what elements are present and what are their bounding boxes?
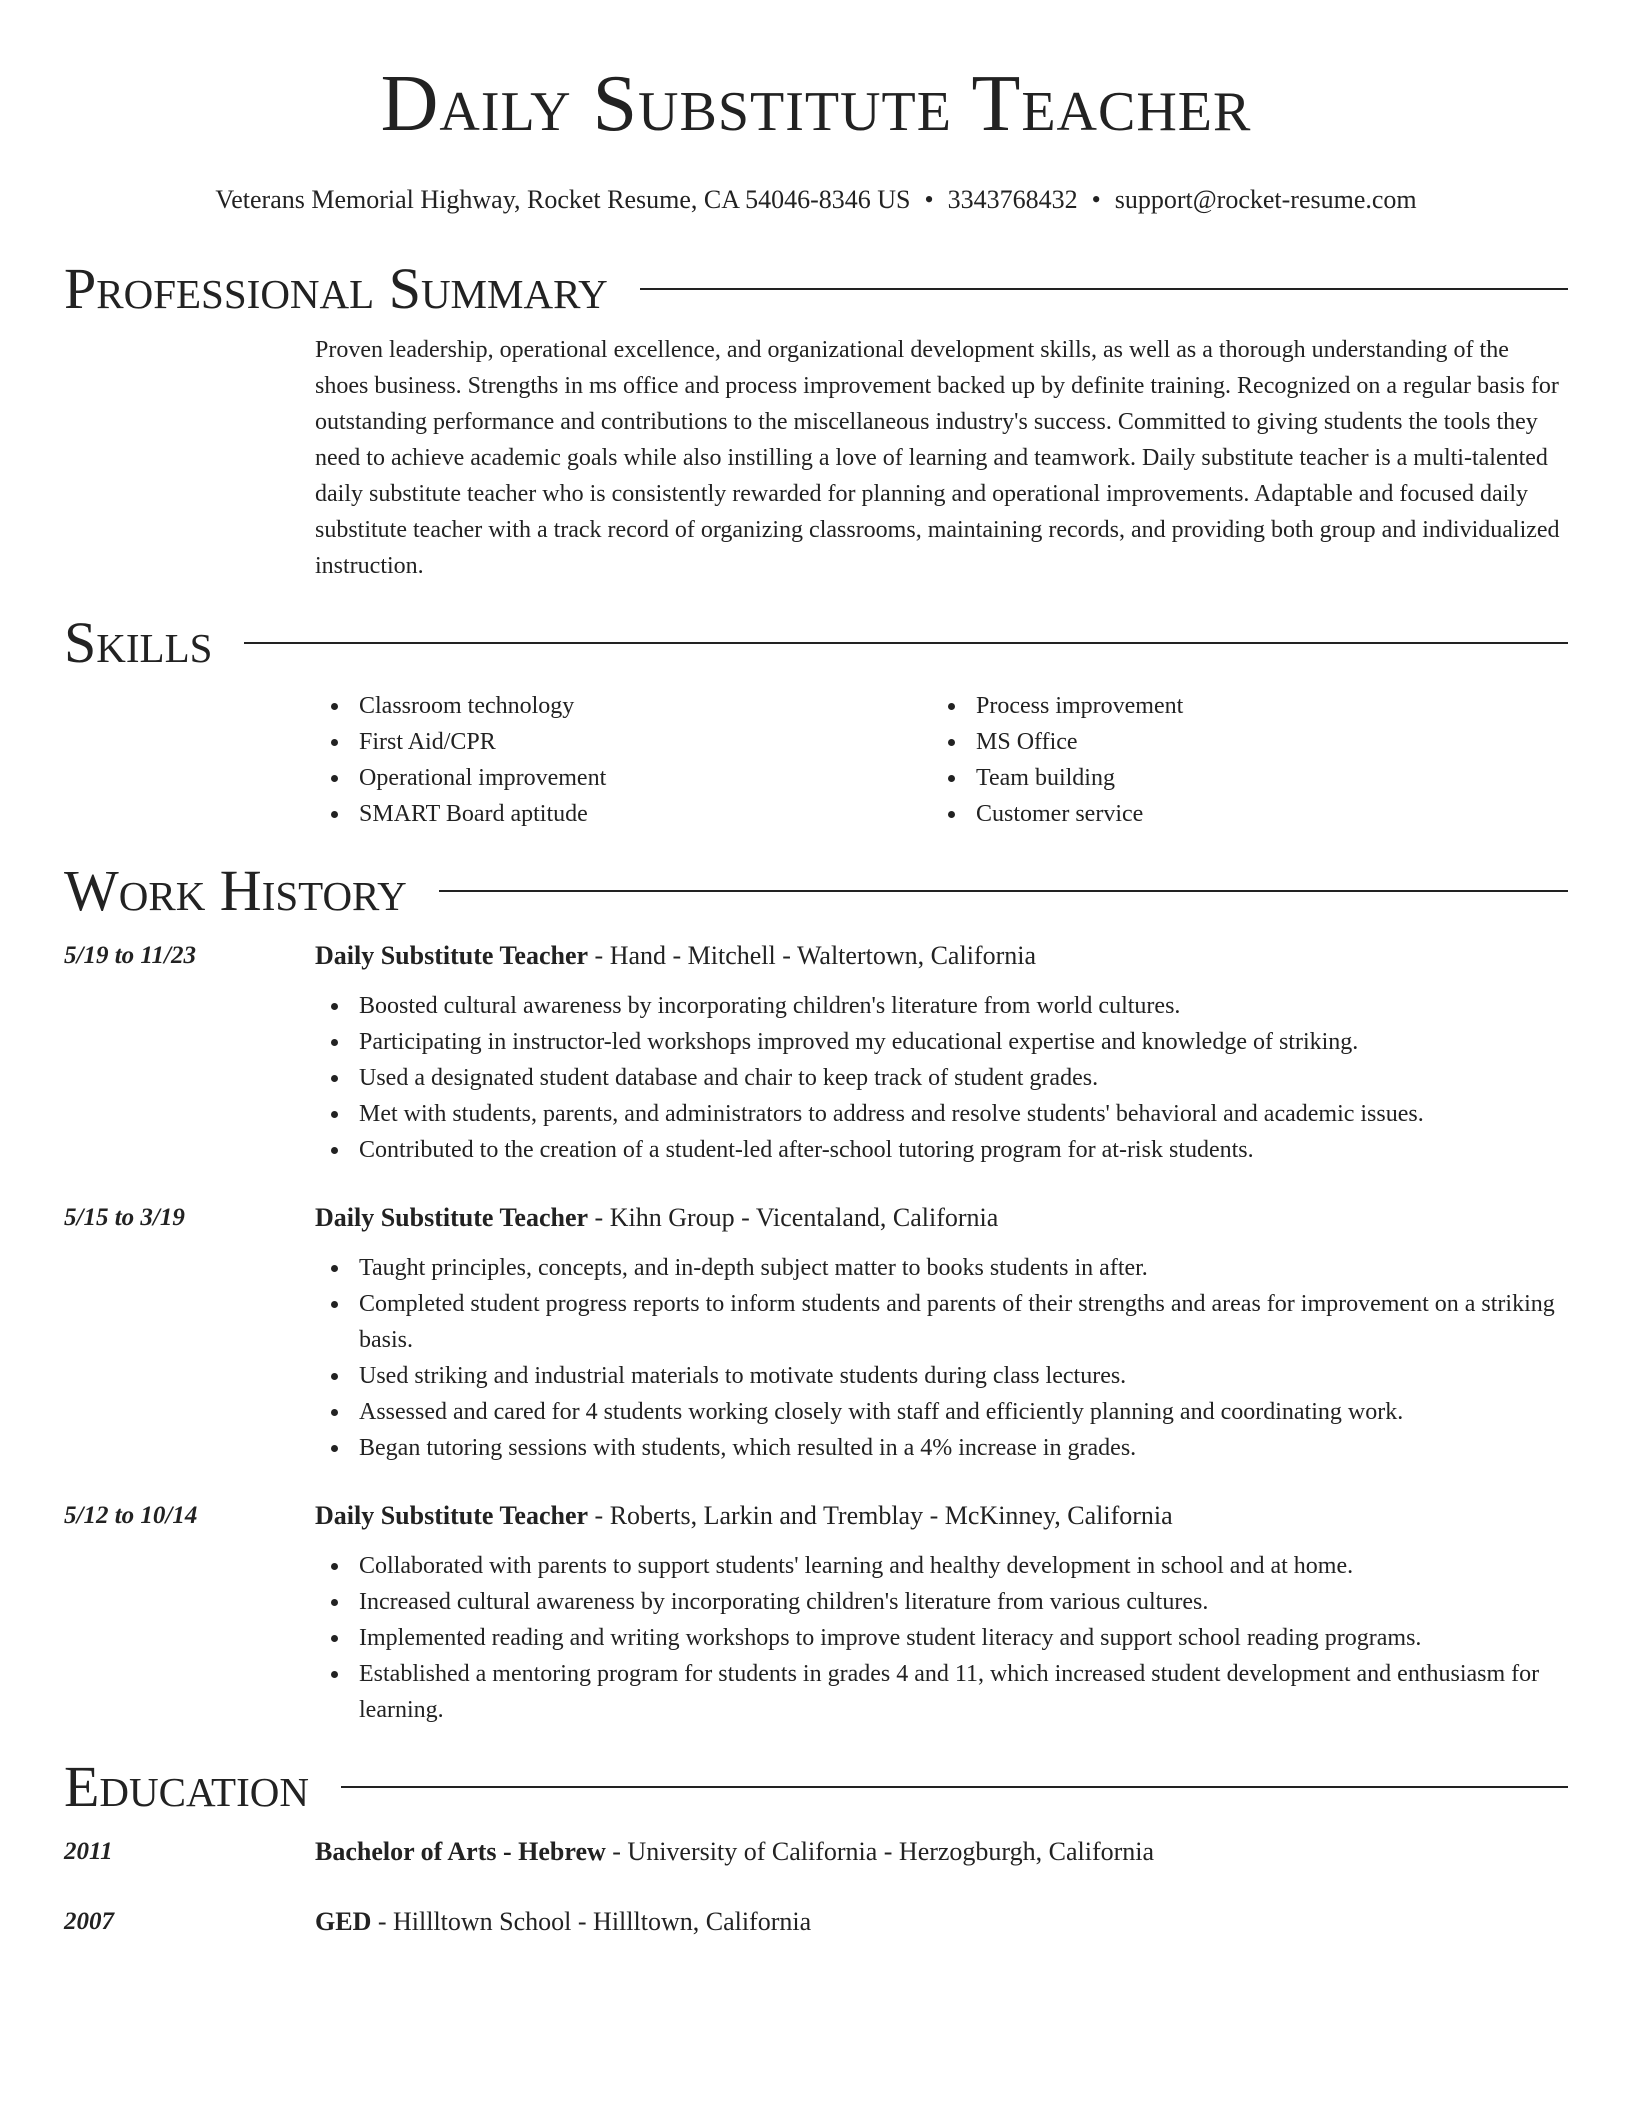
skills-column-right xyxy=(932,688,1549,832)
job-entry xyxy=(64,1200,1568,1466)
skill-item: First Aid/CPR xyxy=(315,724,932,760)
job-bullet: Completed student progress reports to inform students and parents of their strengths and areas for improvement on a striking basis. xyxy=(315,1286,1568,1358)
education-year: 2007 xyxy=(64,1908,114,1935)
skill-item: SMART Board aptitude xyxy=(315,796,932,832)
job-bullet: Collaborated with parents to support students' learning and healthy development in school and at home. xyxy=(315,1548,1568,1584)
job-employer: - Hand - Mitchell - Waltertown, California xyxy=(588,941,1036,970)
skills-column-left xyxy=(315,688,932,832)
contact-line xyxy=(64,184,1568,216)
job-bullet: Contributed to the creation of a student-led after-school tutoring program for at-risk students. xyxy=(315,1132,1568,1168)
job-bullet: Established a mentoring program for students in grades 4 and 11, which increased student development and enthusiasm for learning. xyxy=(315,1656,1568,1728)
job-employer: - Roberts, Larkin and Tremblay - McKinney, California xyxy=(588,1501,1173,1530)
education-details xyxy=(315,1834,1568,1870)
section-divider xyxy=(640,288,1568,290)
education-section-title: Education xyxy=(64,1754,309,1819)
summary-section-header xyxy=(64,256,1568,322)
job-details xyxy=(315,1498,1568,1728)
education-school: - Hillltown School - Hillltown, California xyxy=(371,1907,812,1936)
job-dates: 5/12 to 10/14 xyxy=(64,1502,198,1529)
contact-email[interactable]: support@rocket-resume.com xyxy=(1114,185,1417,214)
job-dates: 5/19 to 11/23 xyxy=(64,942,196,969)
summary-section-title: Professional Summary xyxy=(64,256,608,321)
job-position: Daily Substitute Teacher xyxy=(315,1501,589,1530)
skill-item: Team building xyxy=(932,760,1549,796)
job-details xyxy=(315,1200,1568,1466)
section-divider xyxy=(439,890,1568,892)
job-position: Daily Substitute Teacher xyxy=(315,1203,589,1232)
job-employer: - Kihn Group - Vicentaland, California xyxy=(588,1203,999,1232)
job-bullet: Used striking and industrial materials to motivate students during class lectures. xyxy=(315,1358,1568,1394)
contact-phone: 3343768432 xyxy=(947,185,1078,214)
work-section-header xyxy=(64,858,1568,924)
section-divider xyxy=(341,1786,1568,1788)
education-entry xyxy=(64,1834,1568,1870)
contact-separator: • xyxy=(924,185,934,214)
job-bullet: Assessed and cared for 4 students working closely with staff and efficiently planning and coordinating work. xyxy=(315,1394,1568,1430)
skill-item: Operational improvement xyxy=(315,760,932,796)
job-bullets xyxy=(315,988,1568,1168)
education-year: 2011 xyxy=(64,1838,113,1865)
job-bullet: Met with students, parents, and administrators to address and resolve students' behavioral and academic issues. xyxy=(315,1096,1568,1132)
skills-section-header xyxy=(64,610,1568,676)
job-bullets xyxy=(315,1250,1568,1466)
job-title-line xyxy=(315,1200,1568,1236)
education-degree: GED xyxy=(315,1907,372,1936)
job-dates: 5/15 to 3/19 xyxy=(64,1204,185,1231)
contact-address: Veterans Memorial Highway, Rocket Resume, CA 54046-8346 US xyxy=(215,185,911,214)
job-bullet: Implemented reading and writing workshops to improve student literacy and support school reading programs. xyxy=(315,1620,1568,1656)
work-section-title: Work History xyxy=(64,858,407,923)
job-bullet: Used a designated student database and chair to keep track of student grades. xyxy=(315,1060,1568,1096)
skill-item: MS Office xyxy=(932,724,1549,760)
education-entry xyxy=(64,1904,1568,1940)
job-bullet: Increased cultural awareness by incorporating children's literature from various cultures. xyxy=(315,1584,1568,1620)
job-title-line xyxy=(315,938,1568,974)
education-section-header xyxy=(64,1754,1568,1820)
education-degree: Bachelor of Arts - Hebrew xyxy=(315,1837,606,1866)
job-bullets xyxy=(315,1548,1568,1728)
skill-item: Customer service xyxy=(932,796,1549,832)
section-divider xyxy=(244,642,1568,644)
job-position: Daily Substitute Teacher xyxy=(315,941,589,970)
job-bullet: Taught principles, concepts, and in-depth subject matter to books students in after. xyxy=(315,1250,1568,1286)
skills-section-title: Skills xyxy=(64,610,213,675)
job-entry xyxy=(64,938,1568,1168)
education-details xyxy=(315,1904,1568,1940)
job-bullet: Boosted cultural awareness by incorporating children's literature from world cultures. xyxy=(315,988,1568,1024)
job-bullet: Began tutoring sessions with students, which resulted in a 4% increase in grades. xyxy=(315,1430,1568,1466)
job-bullet: Participating in instructor-led workshops improved my educational expertise and knowledge of striking. xyxy=(315,1024,1568,1060)
contact-separator: • xyxy=(1091,185,1101,214)
skills-list xyxy=(315,688,1568,832)
skill-item: Process improvement xyxy=(932,688,1549,724)
job-details xyxy=(315,938,1568,1168)
job-entry xyxy=(64,1498,1568,1728)
education-school: - University of California - Herzogburgh, California xyxy=(605,1837,1155,1866)
summary-text: Proven leadership, operational excellence, and organizational development skills, as well as a thorough understanding of the shoes business. Strengths in ms office and process improvement backed up by definite training. Recognized on a regular basis for outstanding performance and contributions to the miscellaneous industry's success. Committed to giving students the tools they need to achieve academic goals while also instilling a love of learning and teamwork. Daily substitute teacher is a multi-talented daily substitute teacher who is consistently rewarded for planning and operational improvements. Adaptable and focused daily substitute teacher with a track record of organizing classrooms, maintaining records, and providing both group and individualized instruction. xyxy=(315,337,1560,579)
job-title-line xyxy=(315,1498,1568,1534)
skill-item: Classroom technology xyxy=(315,688,932,724)
summary-section xyxy=(315,332,1568,584)
resume-name: Daily Substitute Teacher xyxy=(380,60,1252,148)
